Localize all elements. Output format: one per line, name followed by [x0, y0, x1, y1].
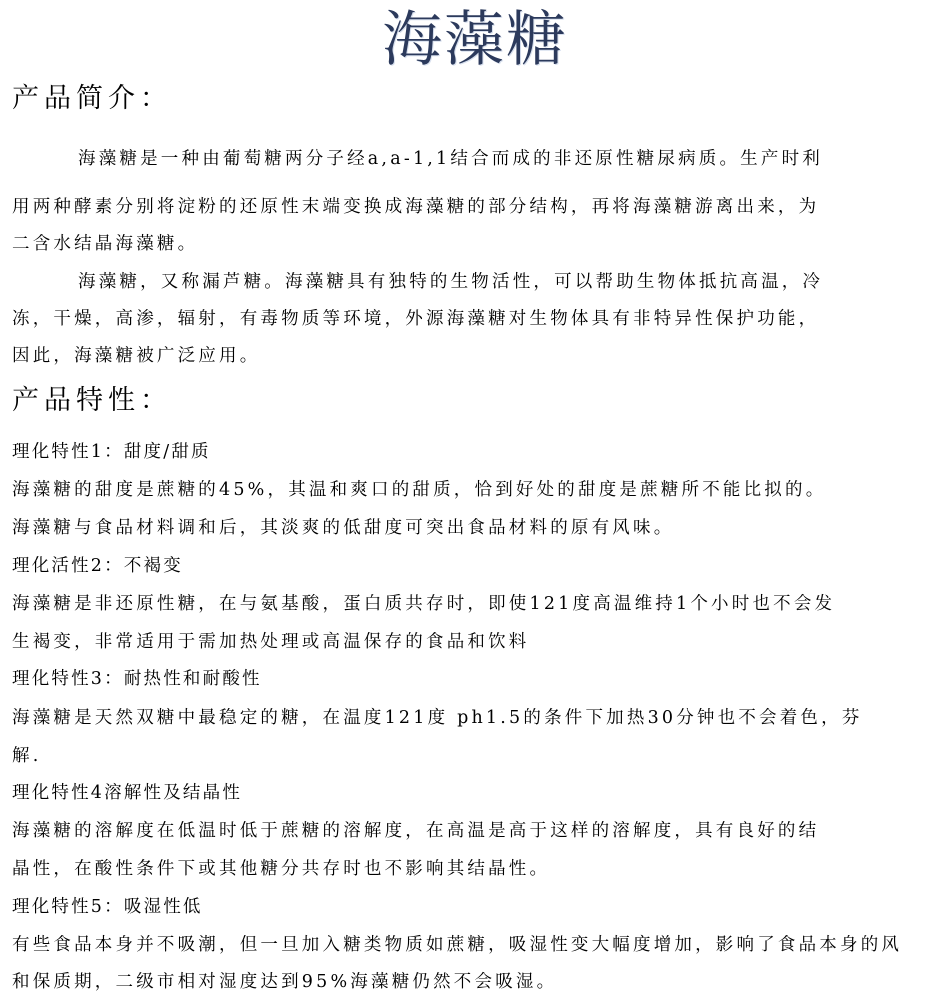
feature-line: 海藻糖与食品材料调和后，其淡爽的低甜度可突出食品材料的原有风味。 [12, 518, 675, 538]
feature-subheading-1: 理化特性1：甜度/甜质 [12, 442, 211, 462]
feature-subheading-2: 理化活性2：不褐变 [12, 556, 183, 576]
section-heading-intro: 产品简介： [12, 83, 172, 114]
feature-line: 海藻糖的甜度是蔗糖的45%，其温和爽口的甜质，恰到好处的甜度是蔗糖所不能比拟的。 [12, 480, 827, 500]
feature-line: 海藻糖是非还原性糖，在与氨基酸，蛋白质共存时，即使121度高温维持1个小时也不会发 [12, 594, 836, 614]
feature-line: 和保质期，二级市相对湿度达到95%海藻糖仍然不会吸湿。 [12, 972, 558, 992]
intro-line-1: 海藻糖是一种由葡萄糖两分子经a,a-1,1结合而成的非还原性糖尿病质。生产时利 [78, 149, 823, 169]
feature-line: 生褐变，非常适用于需加热处理或高温保存的食品和饮料 [12, 632, 530, 652]
intro-line-3: 二含水结晶海藻糖。 [12, 234, 199, 254]
intro-line-6: 因此，海藻糖被广泛应用。 [12, 346, 261, 366]
feature-line: 有些食品本身并不吸潮，但一旦加入糖类物质如蔗糖，吸湿性变大幅度增加，影响了食品本身的风 [12, 935, 903, 955]
feature-line: 海藻糖是天然双糖中最稳定的糖，在温度121度 ph1.5的条件下加热30分钟也不会着色，芬 [12, 708, 863, 728]
feature-subheading-3: 理化特性3：耐热性和耐酸性 [12, 669, 262, 689]
intro-line-5: 冻，干燥，高渗，辐射，有毒物质等环境，外源海藻糖对生物体具有非特异性保护功能， [12, 309, 820, 329]
page-title: 海藻糖 [382, 5, 568, 75]
feature-subheading-4: 理化特性4溶解性及结晶性 [12, 783, 243, 803]
feature-line: 解. [12, 746, 42, 766]
intro-line-2: 用两种酵素分别将淀粉的还原性末端变换成海藻糖的部分结构，再将海藻糖游离出来，为 [12, 197, 820, 217]
feature-line: 海藻糖的溶解度在低温时低于蔗糖的溶解度，在高温是高于这样的溶解度，具有良好的结 [12, 821, 820, 841]
feature-line: 晶性，在酸性条件下或其他糖分共存时也不影响其结晶性。 [12, 859, 551, 879]
intro-line-4: 海藻糖，又称漏芦糖。海藻糖具有独特的生物活性，可以帮助生物体抵抗高温，冷 [78, 272, 824, 292]
section-heading-features: 产品特性： [12, 385, 172, 416]
feature-subheading-5: 理化特性5：吸湿性低 [12, 897, 203, 917]
